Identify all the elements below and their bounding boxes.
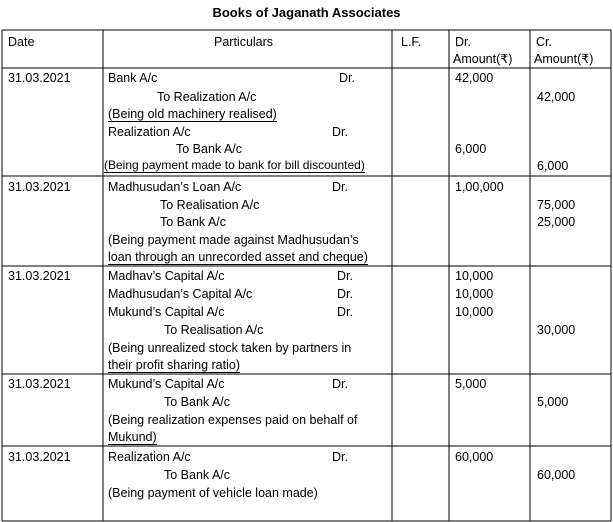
- entry-date: 31.03.2021: [8, 377, 71, 391]
- dr-marker: Dr.: [332, 125, 348, 139]
- entry-line: To Realization A/c: [157, 90, 257, 104]
- dr-marker: Dr.: [337, 269, 353, 283]
- header-dr-amount: Amount(₹): [453, 52, 513, 66]
- entry-line: To Bank A/c: [160, 215, 227, 229]
- dr-marker: Dr.: [337, 287, 353, 301]
- dr-marker: Dr.: [332, 450, 348, 464]
- entry-line: Madhusudan’s Capital A/c: [108, 287, 253, 301]
- dr-amount: 10,000: [455, 305, 494, 319]
- entry-line: Realization A/c: [108, 450, 191, 464]
- narration: Mukund): [108, 430, 157, 444]
- dr-marker: Dr.: [337, 305, 353, 319]
- dr-amount: 1,00,000: [455, 180, 504, 194]
- dr-amount: 5,000: [455, 377, 487, 391]
- narration: (Being payment made against Madhusudan’s: [108, 233, 359, 247]
- entry-line: Madhav’s Capital A/c: [108, 269, 225, 283]
- dr-marker: Dr.: [332, 377, 348, 391]
- entry-line: To Realisation A/c: [160, 198, 260, 212]
- entry-date: 31.03.2021: [8, 269, 71, 283]
- narration: their profit sharing ratio): [108, 358, 241, 372]
- entry-line: Realization A/c: [108, 125, 191, 139]
- narration: (Being payment made to bank for bill discounted): [104, 158, 365, 172]
- entry-line: Mukund’s Capital A/c: [108, 305, 225, 319]
- entry-line: Mukund’s Capital A/c: [108, 377, 225, 391]
- dr-amount: 10,000: [455, 287, 494, 301]
- dr-marker: Dr.: [332, 180, 348, 194]
- narration: (Being unrealized stock taken by partners in: [108, 341, 352, 355]
- narration: (Being old machinery realised): [108, 107, 277, 121]
- header-cr-amount: Amount(₹): [534, 52, 594, 66]
- entry-line: To Bank A/c: [164, 468, 231, 482]
- dr-amount: 6,000: [455, 142, 487, 156]
- entry-date: 31.03.2021: [8, 450, 71, 464]
- header-date: Date: [8, 35, 35, 49]
- cr-amount: 6,000: [537, 159, 569, 173]
- cr-amount: 75,000: [537, 198, 576, 212]
- header-lf: L.F.: [401, 35, 422, 49]
- dr-amount: 10,000: [455, 269, 494, 283]
- narration: (Being realization expenses paid on behalf of: [108, 413, 358, 427]
- entry-line: To Bank A/c: [176, 142, 243, 156]
- header-particulars: Particulars: [214, 35, 274, 49]
- header-cr-label: Cr.: [536, 35, 552, 49]
- dr-marker: Dr.: [339, 71, 355, 85]
- cr-amount: 42,000: [537, 90, 576, 104]
- narration: (Being payment of vehicle loan made): [108, 486, 318, 500]
- cr-amount: 30,000: [537, 323, 576, 337]
- narration: loan through an unrecorded asset and cheque): [108, 250, 368, 264]
- entry-date: 31.03.2021: [8, 180, 71, 194]
- entry-line: To Bank A/c: [164, 395, 231, 409]
- cr-amount: 60,000: [537, 468, 576, 482]
- dr-amount: 42,000: [455, 71, 494, 85]
- dr-amount: 60,000: [455, 450, 494, 464]
- page-title: Books of Jaganath Associates: [212, 5, 401, 20]
- cr-amount: 25,000: [537, 215, 576, 229]
- entry-date: 31.03.2021: [8, 71, 71, 85]
- entry-line: Madhusudan’s Loan A/c: [108, 180, 242, 194]
- header-dr-label: Dr.: [455, 35, 471, 49]
- entry-line: Bank A/c: [108, 71, 158, 85]
- entry-line: To Realisation A/c: [164, 323, 264, 337]
- cr-amount: 5,000: [537, 395, 569, 409]
